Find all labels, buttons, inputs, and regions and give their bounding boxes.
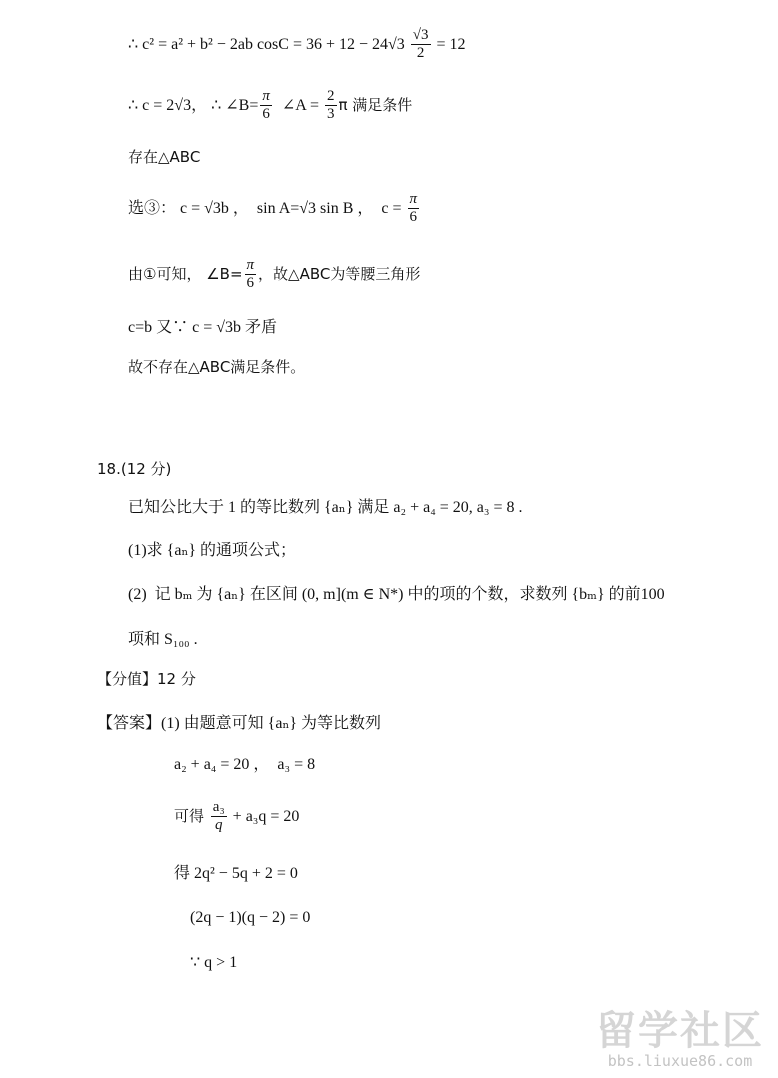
watermark-title: 留学社区 — [596, 1008, 764, 1054]
watermark-url: bbs.liuxue86.com — [607, 1052, 753, 1070]
fraction-sqrt3-over-2: $\frac{√3}{2}$ — [412, 27, 429, 61]
option-3-line: 选③： c = √3b ， sin A=√3 sin B ， c = $\frac{\pi}{6}$ — [128, 191, 418, 225]
problem-statement: 已知公比大于 1 的等比数列 {aₙ} 满足 a₂ + a₄ = 20, a₃ = 8 . — [128, 499, 523, 516]
site-watermark — [596, 999, 764, 1070]
fraction-a3-over-q: $\frac{\text{a₃}}{q}$ — [212, 799, 225, 833]
answer-step-2: 可得 $\frac{\text{a₃}}{q}$ + a₃q = 20 — [174, 799, 300, 833]
fraction-2-over-3: $\frac{2}{3}$ — [327, 88, 335, 122]
contradiction-line: c=b 又∵ c = √3b 矛盾 — [128, 319, 278, 336]
subquestion-2-cont: 项和 S₁₀₀ . — [128, 631, 198, 648]
subquestion-2: (2) 记 bₘ 为 {aₙ} 在区间 (0, m](m ∈ N*) 中的项的个数，求数列 {bₘ} 的前100 — [128, 586, 665, 603]
derivation-line-2: ∴ c = 2√3， ∴ ∠B= $\frac{\pi}{6}$ ∠A = $\frac{2}{3}$ π 满足条件 — [128, 88, 413, 122]
problem-number: 18.(12 分) — [97, 460, 172, 478]
subquestion-1: (1)求 {aₙ} 的通项公式； — [128, 542, 297, 559]
answer-step-4: (2q − 1)(q − 2) = 0 — [190, 909, 311, 926]
score-label: 【分值】12 分 — [97, 670, 196, 688]
derivation-line-1: ∴ c² = a² + b² − 2ab cosC = 36 + 12 − 24√3 $\frac{√3}{2}$ = 12 — [128, 27, 466, 61]
answer-step-3: 得 2q² − 5q + 2 = 0 — [174, 865, 298, 882]
answer-step-1: a₂ + a₄ = 20 ， a₃ = 8 — [174, 756, 316, 773]
answer-heading: 【答案】(1) 由题意可知 {aₙ} 为等比数列 — [97, 715, 382, 732]
isosceles-line: 由①可知， ∠B= $\frac{\pi}{6}$ ，故△ABC为等腰三角形 — [128, 257, 421, 291]
law-of-cosines-text: ∴ c² = a² + b² − 2ab cosC = 36 + 12 − 24√3 — [128, 35, 409, 53]
exists-triangle-text: 存在△ABC — [128, 148, 201, 166]
conclusion-line: 故不存在△ABC满足条件。 — [128, 358, 306, 376]
fraction-pi-over-6: $\frac{\pi}{6}$ — [409, 191, 418, 225]
answer-step-5: ∵ q > 1 — [190, 954, 238, 971]
fraction-pi-over-6: $\frac{\pi}{6}$ — [246, 257, 255, 291]
fraction-pi-over-6: $\frac{\pi}{6}$ — [262, 88, 270, 122]
